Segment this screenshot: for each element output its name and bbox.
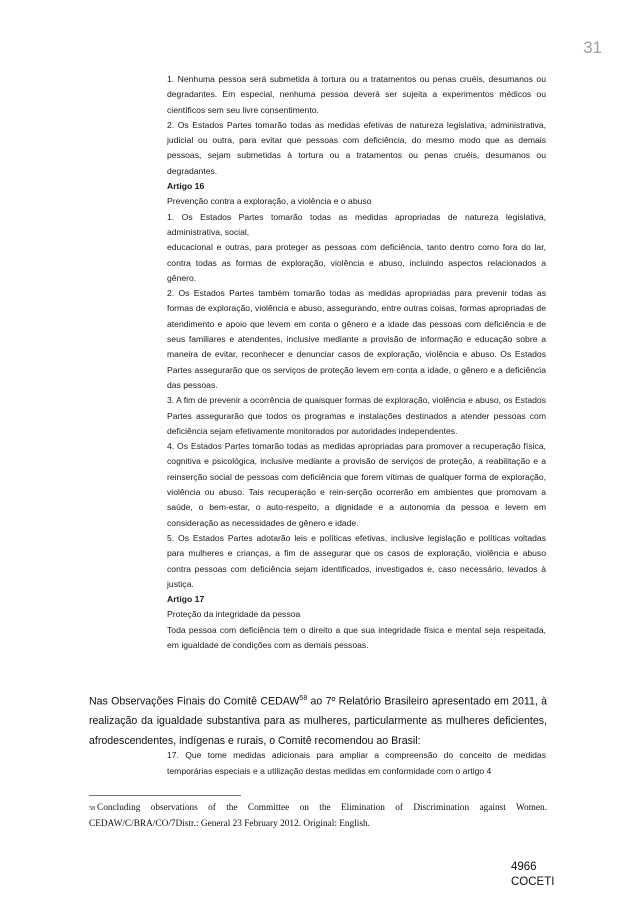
article-subtitle: Proteção da integridade da pessoa <box>167 609 301 620</box>
article-heading: Artigo 16 <box>167 181 205 192</box>
footnote-text-line <box>89 801 547 832</box>
quote-paragraph: 1. Os Estados Partes tomarão todas as medidas apropriadas de natureza legislativa, administrativa, social, <box>167 211 546 237</box>
quote-paragraph: 2. Os Estados Partes tomarão todas as medidas efetivas de natureza legislativa, administrativa, judicial ou outra, para evitar que pessoas com deficiência, do mesmo modo que as demais pessoas, sejam submetidas à tortura ou a tratamentos ou penas cruéis, desumanos ou degradantes. <box>167 119 546 176</box>
article-subtitle: Prevenção contra a exploração, a violência e o abuso <box>167 196 372 207</box>
quote-paragraph: 1. Nenhuma pessoa será submetida à tortura ou a tratamentos ou penas cruéis, desumanos ou degradantes. Em especial, nenhuma pessoa deverá ser sujeita a experimentos médicos ou científicos sem seu livre consentimento. <box>167 74 546 115</box>
body-text-start: Nas Observações Finais do Comitê CEDAW <box>89 695 300 708</box>
quote-paragraph: 4. Os Estados Partes tomarão todas as medidas apropriadas para promover a recuperação física, cognitiva e psicológica, inclusive mediante a provisão de serviços de proteção, a reabilitação e a reinserção social de pessoas com deficiência que forem vítimas de qualquer forma de exploração, violência ou abuso. Tais recuperação e rein-serção ocorrerão em ambientes que promovam a saúde, o bem-estar, o auto-respeito, a dignidade e a autonomia da pessoa e levem em consideração as necessidades de gênero e idade. <box>167 441 546 528</box>
quote-paragraph: 2. Os Estados Partes também tomarão todas as medidas apropriadas para prevenir todas as formas de exploração, violência e abuso, assegurando, entre outras coisas, formas apropriadas de atendimento e apoio que levem em conta o gênero e a idade das pessoas com deficiência e de seus familiares e atendentes, inclusive mediante a provisão de informação e educação sobre a maneira de evitar, reconhecer e denunciar casos de exploração, violência e abuso. Os Estados Partes assegurarão que os serviços de proteção levem em conta a idade, o gênero e a deficiência das pessoas. <box>167 288 546 390</box>
footnote-reference[interactable]: 58 <box>299 695 308 702</box>
recommendation-quote-block <box>167 748 546 779</box>
quote-paragraph: Toda pessoa com deficiência tem o direito a que sua integridade física e mental seja respeitada, em igualdade de condições com as demais pessoas. <box>167 624 546 650</box>
stamp-label: COCETI <box>511 876 555 888</box>
quote-paragraph: educacional e outras, para proteger as pessoas com deficiência, tanto dentro como fora do lar, contra todas as formas de exploração, violência e abuso, incluindo aspectos relacionados a gênero. <box>167 242 546 283</box>
footnote-divider <box>89 795 241 796</box>
footnote-text: Concluding observations of the Committee on the Elimination of Discrimination against Women. CEDAW/C/BRA/CO/7Distr.: General 23 February 2012. Original: English. <box>89 803 547 829</box>
convention-quote-block <box>167 72 546 653</box>
document-stamp <box>511 860 554 890</box>
stamp-number: 4966 <box>511 861 537 873</box>
footnote <box>89 801 547 832</box>
body-text-end: ao 7º Relatório Brasileiro apresentado em 2011, à realização da igualdade substantiva para as mulheres, particularmente as mulheres deficientes, afrodescendentes, indígenas e rurais, o Comitê recomendou ao Brasil: <box>89 695 547 747</box>
body-paragraph <box>89 689 547 751</box>
page-number: 31 <box>583 38 602 57</box>
body-paragraph-text <box>89 689 547 751</box>
quote-paragraph: 3. A fim de prevenir a ocorrência de quaisquer formas de exploração, violência e abuso, os Estados Partes assegurarão que todos os programas e instalações destinados a atender pessoas com deficiência sejam efetivamente monitorados por autoridades independentes. <box>167 395 546 436</box>
article-heading: Artigo 17 <box>167 594 205 605</box>
footnote-marker: 58 <box>89 806 95 812</box>
quote-paragraph: 5. Os Estados Partes adotarão leis e políticas efetivas, inclusive legislação e políticas voltadas para mulheres e crianças, a fim de assegurar que os casos de exploração, violência e abuso contra pessoas com deficiência sejam identificados, investigados e, caso necessário, levados à justiça. <box>167 532 546 589</box>
recommendation-paragraph: 17. Que tome medidas adicionais para ampliar a compreensão do conceito de medidas temporárias especiais e a utilização destas medidas em conformidade com o artigo 4 <box>167 750 546 776</box>
